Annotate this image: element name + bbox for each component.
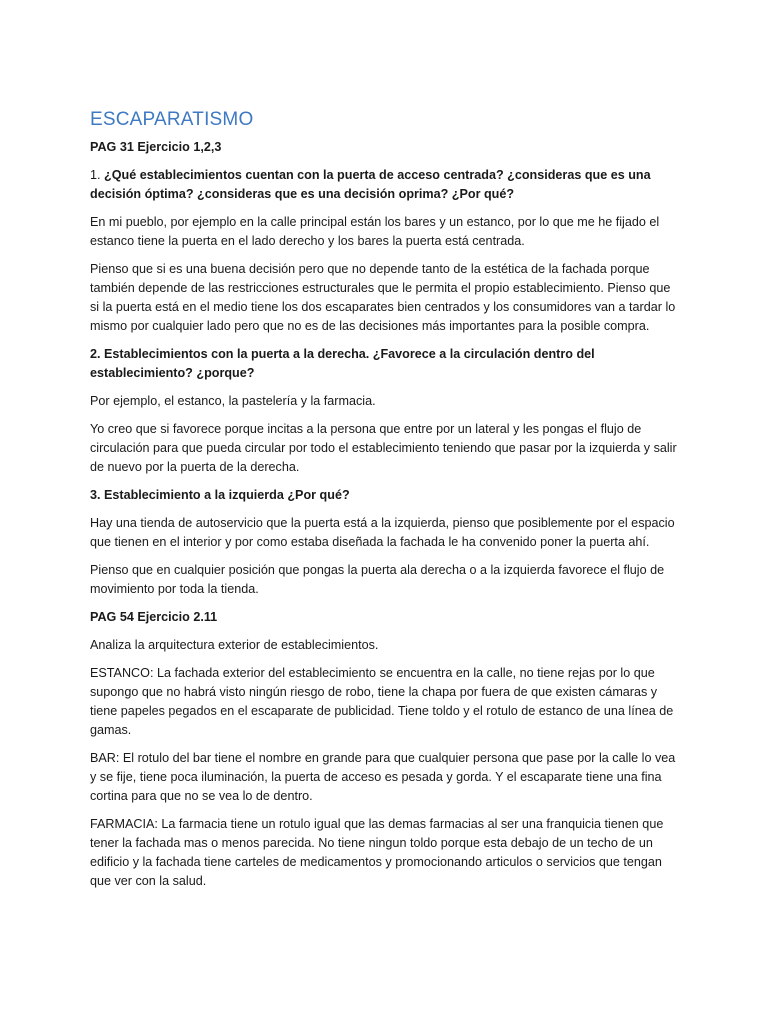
question-3: 3. Establecimiento a la izquierda ¿Por qué?	[90, 488, 350, 502]
answer-1-paragraph-2: Pienso que si es una buena decisión pero que no depende tanto de la estética de la fachada porque también depende de las restricciones estructurales que le permita el propio establecimiento. Pienso que si la puerta está en el medio tiene los dos escaparates bien centrados y los consumidores van a tardar lo mismo por cualquier lado pero que no es de las decisiones más importantes para la posible compra.	[90, 262, 676, 333]
question-1-number: 1.	[90, 168, 105, 182]
question-1-text: ¿Qué establecimientos cuentan con la puerta de acceso centrada? ¿consideras que es una decisión óptima? ¿consideras que es una decisión oprima? ¿Por qué?	[90, 168, 651, 201]
document-title: ESCAPARATISMO	[90, 109, 254, 130]
document-page	[90, 106, 680, 900]
paragraph-estanco: ESTANCO: La fachada exterior del establecimiento se encuentra en la calle, no tiene rejas por lo que supongo que no habrá visto ningún riesgo de robo, tiene la chapa por fuera de que existen cámaras y tiene papeles pegados en el escaparate de publicidad. Tiene toldo y el rotulo de estanco de una línea de gamas.	[90, 666, 674, 737]
question-2: 2. Establecimientos con la puerta a la derecha. ¿Favorece a la circulación dentro del establecimiento? ¿porque?	[90, 347, 595, 380]
answer-3-paragraph-1: Hay una tienda de autoservicio que la puerta está a la izquierda, pienso que posiblemente por el espacio que tienen en el interior y por como estaba diseñada la fachada le ha convenido poner la puerta ahí.	[90, 516, 675, 549]
section-heading-pag54: PAG 54 Ejercicio 2.11	[90, 610, 218, 624]
paragraph-farmacia: FARMACIA: La farmacia tiene un rotulo igual que las demas farmacias al ser una franquicia tienen que tener la fachada mas o menos parecida. No tiene ningun toldo porque esta debajo de un techo de un edificio y la fachada tiene carteles de medicamentos y promocionando articulos o servicios que tengan que ver con la salud.	[90, 817, 664, 888]
answer-3-paragraph-2: Pienso que en cualquier posición que pongas la puerta ala derecha o a la izquierda favorece el flujo de movimiento por toda la tienda.	[90, 563, 665, 596]
answer-2-paragraph-1: Por ejemplo, el estanco, la pastelería y la farmacia.	[90, 394, 376, 408]
paragraph-bar: BAR: El rotulo del bar tiene el nombre en grande para que cualquier persona que pase por la calle lo vea y se fije, tiene poca iluminación, la puerta de acceso es pesada y gorda. Y el escaparate tiene una fina cortina para que no se vea lo de dentro.	[90, 751, 676, 803]
section-2-intro: Analiza la arquitectura exterior de establecimientos.	[90, 638, 379, 652]
question-1	[90, 166, 680, 204]
answer-1-paragraph-1: En mi pueblo, por ejemplo en la calle principal están los bares y un estanco, por lo que me he fijado el estanco tiene la puerta en el lado derecho y los bares la puerta está centrada.	[90, 215, 660, 248]
answer-2-paragraph-2: Yo creo que si favorece porque incitas a la persona que entre por un lateral y les pongas el flujo de circulación para que pueda circular por todo el establecimiento teniendo que pasar por la izquierda y salir de nuevo por la puerta de la derecha.	[90, 422, 677, 474]
section-heading-pag31: PAG 31 Ejercicio 1,2,3	[90, 140, 222, 154]
